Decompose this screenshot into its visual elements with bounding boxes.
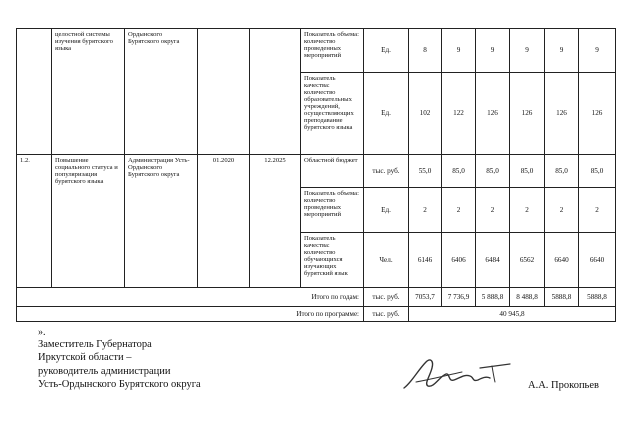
value-cell: 5 888,8	[476, 288, 510, 307]
row-end-date: 12.2025	[250, 155, 301, 288]
value-cell: 122	[442, 73, 476, 155]
value-cell: 7053,7	[409, 288, 442, 307]
indicator-label: Показатель качества: количество образовательных учреждений, осуществляющих преподавание бурятского языка	[301, 73, 364, 155]
value-cell: 8	[409, 29, 442, 73]
value-cell: 85,0	[579, 155, 616, 188]
value-cell: 126	[510, 73, 545, 155]
signer-position	[38, 338, 201, 392]
row-end-date	[250, 29, 301, 155]
value-cell: 2	[409, 188, 442, 233]
value-cell: 9	[579, 29, 616, 73]
value-cell: 2	[545, 188, 579, 233]
indicator-unit: Ед.	[364, 29, 409, 73]
total-years-row	[17, 288, 616, 307]
total-program-row	[17, 307, 616, 322]
value-cell: 7 736,9	[442, 288, 476, 307]
value-cell: 6406	[442, 233, 476, 288]
value-cell: 8 488,8	[510, 288, 545, 307]
value-cell: 2	[476, 188, 510, 233]
indicator-unit: Ед.	[364, 73, 409, 155]
total-program-label: Итого по программе:	[17, 307, 364, 322]
value-cell: 9	[476, 29, 510, 73]
total-program-unit: тыс. руб.	[364, 307, 409, 322]
value-cell: 85,0	[476, 155, 510, 188]
closing-quote: ».	[38, 327, 46, 338]
value-cell: 6562	[510, 233, 545, 288]
value-cell: 5888,8	[545, 288, 579, 307]
value-cell: 6640	[579, 233, 616, 288]
indicator-unit: Ед.	[364, 188, 409, 233]
indicator-label: Показатель объема: количество проведенных мероприятий	[301, 29, 364, 73]
value-cell: 102	[409, 73, 442, 155]
signer-name: А.А. Прокопьев	[528, 380, 599, 391]
value-cell: 9	[510, 29, 545, 73]
row-executor: Ордынского Бурятского округа	[125, 29, 198, 155]
value-cell: 85,0	[510, 155, 545, 188]
indicator-unit: тыс. руб.	[364, 155, 409, 188]
value-cell: 6640	[545, 233, 579, 288]
value-cell: 5888,8	[579, 288, 616, 307]
value-cell: 85,0	[442, 155, 476, 188]
row-start-date	[198, 29, 250, 155]
row-start-date: 01.2020	[198, 155, 250, 288]
position-line: Иркутской области –	[38, 352, 132, 364]
row-description: целостной системы изучения бурятского языка	[52, 29, 125, 155]
row-executor: Администрация Усть-Ордынского Бурятского округа	[125, 155, 198, 288]
position-line: Усть-Ордынского Бурятского округа	[38, 379, 201, 391]
value-cell: 55,0	[409, 155, 442, 188]
value-cell: 9	[442, 29, 476, 73]
row-number-cell	[17, 29, 52, 155]
value-cell: 126	[476, 73, 510, 155]
value-cell: 9	[545, 29, 579, 73]
value-cell: 6484	[476, 233, 510, 288]
position-line: Заместитель Губернатора	[38, 339, 152, 350]
program-table	[16, 28, 616, 322]
value-cell: 85,0	[545, 155, 579, 188]
total-years-unit: тыс. руб.	[364, 288, 409, 307]
indicator-label: Показатель качества: количество обучающихся изучающих бурятский язык	[301, 233, 364, 288]
total-program-value: 40 945,8	[409, 307, 616, 322]
table-row	[17, 155, 616, 188]
row-number: 1.2.	[17, 155, 52, 288]
value-cell: 2	[442, 188, 476, 233]
value-cell: 6146	[409, 233, 442, 288]
indicator-unit: Чел.	[364, 233, 409, 288]
total-years-label: Итого по годам:	[17, 288, 364, 307]
position-line: руководитель администрации	[38, 365, 171, 377]
row-description: Повышение социального статуса и популяризация бурятского языка	[52, 155, 125, 288]
table-row	[17, 29, 616, 73]
indicator-label: Областной бюджет	[301, 155, 364, 188]
value-cell: 2	[510, 188, 545, 233]
value-cell: 2	[579, 188, 616, 233]
value-cell: 126	[545, 73, 579, 155]
handwritten-signature	[398, 352, 520, 396]
value-cell: 126	[579, 73, 616, 155]
indicator-label: Показатель объема: количество проведенных мероприятий	[301, 188, 364, 233]
